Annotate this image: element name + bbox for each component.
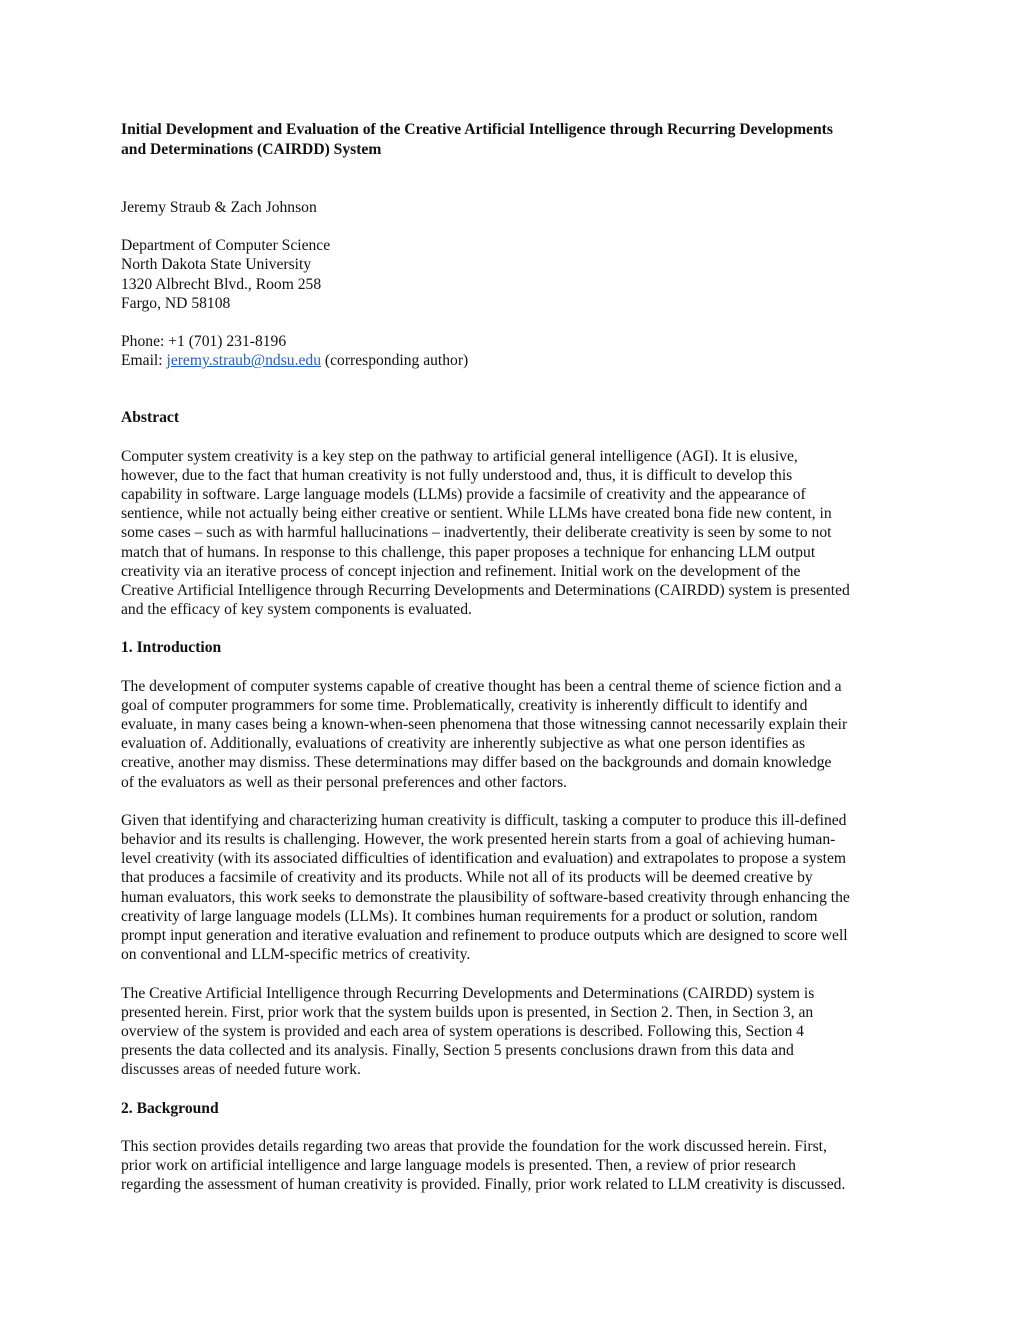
abstract-line: Creative Artificial Intelligence through Recurring Developments and Determinations (CAIRDD) system is presented [121,582,850,600]
paragraph-line: This section provides details regarding two areas that provide the foundation for the work discussed herein. First, [121,1137,827,1155]
paragraph-line: prompt input generation and iterative evaluation and refinement to produce outputs which are designed to score well [121,927,848,945]
abstract-line: capability in software. Large language models (LLMs) provide a facsimile of creativity and the appearance of [121,486,806,504]
abstract-line: creativity via an iterative process of concept injection and refinement. Initial work on the development of the [121,562,801,580]
paragraph-line: overview of the system is provided and each area of system operations is described. Following this, Section 4 [121,1022,804,1040]
paragraph-line: behavior and its results is challenging. However, the work presented herein starts from a goal of achieving human- [121,831,836,849]
paragraph-line: level creativity (with its associated difficulties of identification and evaluation) and extrapolates to propose a system [121,850,847,868]
phone: Phone: +1 (701) 231-8196 [121,333,287,351]
affiliation [121,236,907,313]
paragraph-line: creativity of large language models (LLMs). It combines human requirements for a product or solution, random [121,907,818,925]
paragraph-line: creative, another may dismiss. These determinations may differ based on the backgrounds and domain knowledge [121,754,832,772]
affiliation-city: Fargo, ND 58108 [121,294,231,312]
paragraph-line: on conventional and LLM-specific metrics of creativity. [121,946,471,964]
intro-paragraph-3 [121,984,907,1080]
paper-title [121,120,907,159]
intro-paragraph-2 [121,811,907,965]
abstract-line: some cases – such as with harmful hallucinations – inadvertently, their deliberate creativity is seen by some to not [121,524,832,542]
paragraph-line: prior work on artificial intelligence and large language models is presented. Then, a review of prior research [121,1156,796,1174]
abstract-body [121,447,907,620]
paragraph-line: that produces a facsimile of creativity and its products. While not all of its products will be deemed creative by [121,869,813,887]
paragraph-line: evaluate, in many cases being a known-when-seen phenomena that those witnessing cannot necessarily explain their [121,716,848,734]
paragraph-line: The Creative Artificial Intelligence through Recurring Developments and Determinations (CAIRDD) system is [121,984,815,1002]
paragraph-line: goal of computer programmers for some time. Problematically, creativity is inherently difficult to identify and [121,696,808,714]
email-link[interactable]: jeremy.straub@ndsu.edu [166,352,322,370]
section-heading-background: 2. Background [121,1099,219,1117]
contact-info [121,332,907,370]
intro-paragraph-1 [121,677,907,792]
email-label: Email: [121,352,167,370]
paragraph-line: The development of computer systems capable of creative thought has been a central theme of science fiction and a [121,677,842,695]
paragraph-line: of the evaluators as well as their personal preferences and other factors. [121,773,567,791]
email-line [121,351,907,370]
abstract-line: match that of humans. In response to this challenge, this paper proposes a technique for enhancing LLM output [121,543,816,561]
email-note: (corresponding author) [321,352,469,370]
paragraph-line: Given that identifying and characterizing human creativity is difficult, tasking a computer to produce this ill-defined [121,811,847,829]
title-line-2: and Determinations (CAIRDD) System [121,140,382,158]
authors: Jeremy Straub & Zach Johnson [121,199,317,216]
affiliation-university: North Dakota State University [121,256,312,274]
abstract-line: however, due to the fact that human creativity is not fully understood and, thus, it is difficult to develop this [121,466,793,484]
paragraph-line: human evaluators, this work seeks to demonstrate the plausibility of software-based creativity through enhancing the [121,888,850,906]
abstract-line: sentience, while not actually being either creative or sentient. While LLMs have created bona fide new content, in [121,505,832,523]
paragraph-line: regarding the assessment of human creativity is provided. Finally, prior work related to LLM creativity is discussed. [121,1176,846,1194]
abstract-line: and the efficacy of key system components is evaluated. [121,601,472,619]
section-heading-introduction: 1. Introduction [121,639,222,657]
paper-page [121,120,907,1194]
paragraph-line: presented herein. First, prior work that the system builds upon is presented, in Section 2. Then, in Section 3, an [121,1003,814,1021]
paragraph-line: discusses areas of needed future work. [121,1061,361,1079]
title-line-1: Initial Development and Evaluation of the Creative Artificial Intelligence through Recurring Developments [121,121,833,138]
paragraph-line: evaluation of. Additionally, evaluations of creativity are inherently subjective as what one person identifies as [121,735,806,753]
affiliation-dept: Department of Computer Science [121,237,331,255]
abstract-line: Computer system creativity is a key step on the pathway to artificial general intelligence (AGI). It is elusive, [121,447,798,465]
background-paragraph-1 [121,1137,907,1195]
abstract-heading: Abstract [121,409,180,427]
affiliation-street: 1320 Albrecht Blvd., Room 258 [121,275,322,293]
paragraph-line: presents the data collected and its analysis. Finally, Section 5 presents conclusions drawn from this data and [121,1042,794,1060]
